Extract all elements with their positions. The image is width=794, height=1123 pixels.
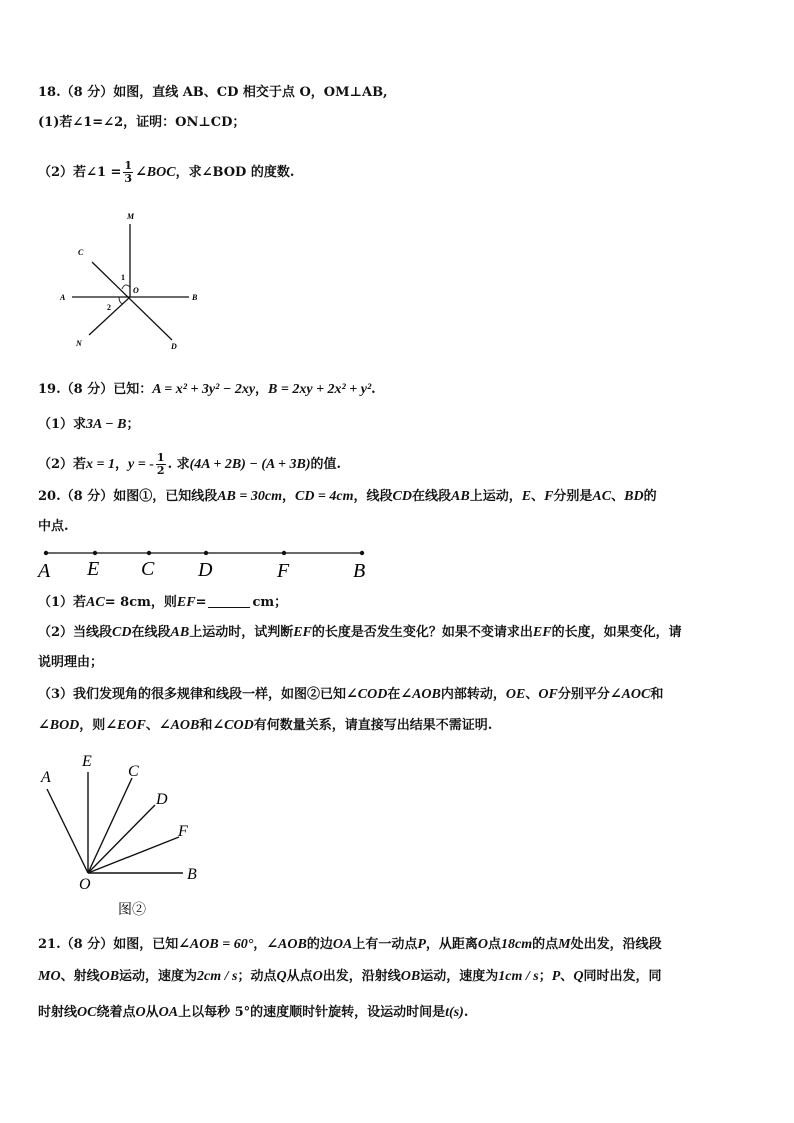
q21-l1-b: 的边 [306, 937, 333, 952]
q21-l2-i: 同时出发，同 [583, 969, 662, 984]
q18-part2-pre: （2）若∠1 = [38, 165, 122, 180]
q20-p2-a: 在线段 [131, 625, 171, 640]
q18-label-o: O [133, 286, 139, 295]
q21-oa: OA [332, 937, 353, 952]
q21-l3-d: 上以每秒 5°的速度顺时针旋转，设运动时间是 [178, 1005, 446, 1020]
q20-fig2-label-e: E [82, 753, 92, 770]
q21-l2-c: ；动点 [237, 969, 277, 984]
q18-part2-post: ，求∠BOD 的度数. [175, 165, 295, 180]
q20-fig2-label-o: O [79, 876, 91, 893]
q20-p2-d: 的长度，如果变化，请 [551, 625, 682, 640]
q18-fraction [123, 160, 133, 185]
q20-p3-text-a: ，则 [79, 718, 106, 733]
q20-e: E [521, 489, 532, 504]
q21-o3: O [135, 1005, 146, 1020]
q21-l3-b: 绕着点 [96, 1005, 136, 1020]
q21-l2-a: 、射线 [60, 969, 100, 984]
q20-p1-unit: cm； [252, 595, 288, 610]
q20-p3-c: 、 [525, 687, 539, 702]
q20-p2-pre: （2）当线段 [38, 625, 113, 640]
q21-dist: 18cm [501, 937, 533, 952]
q20-ab-length: AB = 30cm [217, 489, 282, 504]
q20-angle-figure [36, 752, 216, 922]
q19-p2-sep: ， [115, 457, 129, 472]
q21-speed-p: 2cm / s [197, 969, 238, 984]
q21-time: t(s) [445, 1005, 464, 1020]
q19-frac-den: 2 [156, 464, 165, 477]
q21-q2: Q [573, 969, 584, 984]
q20-p3-aoc: ∠AOC [609, 687, 651, 702]
q19-p1-pre: （1）求 [38, 417, 87, 432]
q19-p1-expr: 3A − B [86, 417, 127, 432]
q19-end: . [371, 382, 376, 397]
q20-p3-aob: ∠AOB [400, 687, 441, 702]
q21-line2 [38, 968, 661, 986]
q20-cd: CD [392, 489, 412, 504]
q19-p2-expr: (4A + 2B) − (A + 3B) [189, 457, 311, 472]
q20-p3-of: OF [538, 687, 558, 702]
q19-stem [38, 381, 376, 399]
q18-stem: 18.（8 分）如图，直线 AB、CD 相交于点 O，OM⊥AB, [38, 85, 388, 100]
q21-o: O [477, 937, 489, 952]
q19-frac-num: 1 [156, 451, 165, 464]
q20-segment-figure [38, 548, 378, 582]
q19-expr-a: A = x² + 3y² − 2xy [152, 382, 256, 397]
q20-p2-ef2: EF [532, 625, 552, 640]
q20-p3-text-b: 、 [145, 718, 159, 733]
q20-text-e: 分别是 [553, 489, 593, 504]
q19-sep: ， [255, 382, 269, 397]
q21-m: M [558, 937, 571, 952]
q20-p1-val: = 8cm，则 [104, 595, 177, 610]
q20-p3-pre: （3）我们发现角的很多规律和线段一样，如图②已知 [38, 687, 347, 702]
q20-fig2-caption: 图② [118, 903, 146, 918]
q19-p1-end: ； [126, 417, 140, 432]
q20-part3-line1 [38, 686, 663, 704]
q21-l3-c: 从 [145, 1005, 159, 1020]
q21-speed-q: 1cm / s [498, 969, 539, 984]
q20-p3-b: 内部转动， [440, 687, 506, 702]
q19-p2-mid: . 求 [167, 457, 190, 472]
q20-fig2-label-d: D [156, 791, 168, 808]
q21-l2-b: 运动，速度为 [119, 969, 198, 984]
q20-text-f: 、 [611, 489, 625, 504]
q21-pre: 21.（8 分）如图，已知 [38, 937, 179, 952]
q20-cd-length: CD = 4cm [294, 489, 354, 504]
q20-p2-b: 上运动时，试判断 [189, 625, 294, 640]
q20-p3-bod: ∠BOD [38, 718, 80, 733]
q20-p3-a: 在 [387, 687, 401, 702]
q21-l2-g: ； [538, 969, 552, 984]
q20-p3-cod2: ∠COD [212, 718, 254, 733]
q21-l1-f: 的点 [532, 937, 559, 952]
q20-text-a: ，线段 [353, 489, 393, 504]
q20-fig2-label-f: F [178, 823, 188, 840]
q20-ac: AC [592, 489, 612, 504]
q20-part3-line2 [38, 717, 492, 735]
q18-frac-num: 1 [124, 159, 133, 172]
q20-seg-label-e: E [87, 558, 100, 580]
q20-p1-eq: = [195, 595, 207, 610]
q20-sep: ， [281, 489, 295, 504]
q20-p2-cd: CD [112, 625, 132, 640]
q18-label-d: D [171, 342, 177, 351]
q19-expr-b: B = 2xy + 2x² + y² [268, 382, 372, 397]
q21-l1-a: ， [253, 937, 267, 952]
q20-fig2-label-c: C [128, 763, 139, 780]
q19-pre: 19.（8 分）已知： [38, 382, 153, 397]
q20-p3-cod: ∠COD [346, 687, 388, 702]
q21-l2-h: 、 [560, 969, 574, 984]
q20-p2-ab: AB [170, 625, 190, 640]
q20-seg-label-c: C [141, 558, 155, 580]
q18-part2 [38, 160, 294, 185]
q19-part2 [38, 452, 341, 477]
q21-o2: O [312, 969, 323, 984]
q20-seg-label-f: F [277, 560, 290, 582]
q20-p3-oe: OE [505, 687, 526, 702]
q20-p3-text-c: 和 [199, 718, 213, 733]
q20-seg-label-d: D [198, 559, 213, 581]
q21-mo: MO [38, 969, 61, 984]
q21-p2: P [551, 969, 561, 984]
q20-part2-line2: 说明理由； [38, 655, 104, 670]
q18-label-b: B [192, 293, 198, 302]
q20-part1 [38, 593, 287, 612]
q21-oc: OC [77, 1005, 97, 1020]
q21-line3 [38, 1004, 468, 1022]
q18-label-n: N [76, 339, 82, 348]
q18-label-angle2: 2 [107, 303, 111, 312]
q21-line1 [38, 936, 662, 954]
q19-y-value: y = - [128, 457, 154, 472]
q18-frac-den: 3 [124, 172, 133, 185]
q19-p2-end: 的值. [310, 457, 342, 472]
q19-p2-pre: （2）若 [38, 457, 87, 472]
q21-l1-d: ，从距离 [425, 937, 478, 952]
q21-l1-g: 处出发，沿线段 [570, 937, 662, 952]
q21-l1-c: 上有一动点 [352, 937, 418, 952]
q20-fig2-label-a: A [41, 769, 51, 786]
q20-seg-label-a: A [38, 560, 51, 582]
q20-seg-label-b: B [353, 560, 366, 582]
q21-l3-e: . [463, 1005, 469, 1020]
q20-stem-pre: 20.（8 分）如图①，已知线段 [38, 489, 218, 504]
q21-l2-d: 从点 [286, 969, 313, 984]
q20-p2-ef: EF [293, 625, 312, 640]
q21-oa2: OA [158, 1005, 179, 1020]
q21-l1-e: 点 [488, 937, 502, 952]
q20-part2-line1 [38, 624, 682, 642]
q20-p1-ac: AC [86, 595, 105, 610]
q20-fig2-label-b: B [187, 866, 197, 883]
q20-p1-pre: （1）若 [38, 595, 87, 610]
q20-p3-text-d: 有何数量关系，请直接写出结果不需证明. [253, 718, 493, 733]
q20-p3-aob2: ∠AOB [158, 718, 200, 733]
q20-p3-e: 和 [650, 687, 664, 702]
q18-label-c: C [78, 248, 84, 257]
q18-figure [55, 210, 215, 350]
q20-ab: AB [451, 489, 470, 504]
q21-ob: OB [99, 969, 120, 984]
q20-bd: BD [624, 489, 644, 504]
q20-text-d: 、 [531, 489, 545, 504]
q21-l2-e: 出发，沿射线 [322, 969, 401, 984]
q20-stem-line2: 中点. [38, 519, 69, 534]
q20-p3-d: 分别平分 [557, 687, 610, 702]
q21-l2-f: 运动，速度为 [420, 969, 499, 984]
q18-label-a: A [60, 293, 66, 302]
q21-aob: ∠AOB [266, 937, 307, 952]
q20-text-c: 上运动， [469, 489, 522, 504]
q19-fraction [156, 452, 166, 477]
q21-q: Q [276, 969, 287, 984]
q20-p2-c: 的长度是否发生变化？如果不变请求出 [311, 625, 533, 640]
q20-answer-blank[interactable] [208, 593, 250, 608]
q21-angle-aob: ∠AOB = 60° [178, 937, 254, 952]
q19-x-value: x = 1 [86, 457, 116, 472]
q21-l3-a: 时射线 [38, 1005, 78, 1020]
q18-angle-boc: ∠BOC [135, 165, 176, 180]
q21-ob2: OB [400, 969, 421, 984]
q20-text-b: 在线段 [411, 489, 451, 504]
q20-text-g: 的 [643, 489, 657, 504]
q18-label-m: M [127, 212, 135, 221]
q20-p3-eof: ∠EOF [105, 718, 146, 733]
q18-label-angle1: 1 [121, 273, 125, 282]
q21-p: P [417, 937, 426, 952]
q20-stem [38, 488, 657, 506]
q18-part1: (1)若∠1=∠2，证明：ON⊥CD； [38, 115, 246, 130]
q20-p1-ef: EF [176, 595, 196, 610]
q20-f: F [544, 489, 554, 504]
q19-part1 [38, 416, 139, 434]
